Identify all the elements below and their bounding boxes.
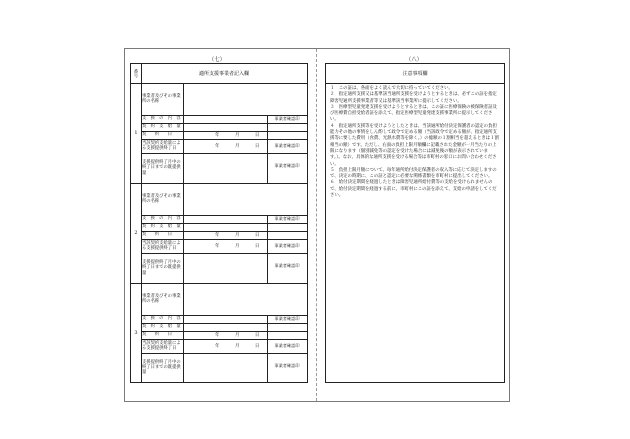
note-item: １ この証は、各面をよく読んで大切に持っていてください。 [330,86,453,91]
provider-group-1 [131,83,307,184]
label-provider: 事業者及びその事業所の名称 [142,93,181,104]
table-header [131,64,307,84]
notes-box [325,63,505,383]
confirm-stamp-label: 事業者確認印 [274,216,300,221]
confirm-stamp-label: 事業者確認印 [274,363,300,368]
provider-group-2 [131,183,307,284]
row-provider [141,283,307,316]
row-provided-amount [141,153,307,183]
label-provider: 事業者及びその事業所の名称 [142,193,181,204]
row-end-date: 当該契約支給量によ る支援提供終了日 年 月 日 事業者確認印 [141,239,307,254]
row-provider [141,183,307,216]
note-item: ３ 医療型児童発達支援を受けようとするときは、この証に医療保険の被保険者証及び医療費自担受給者証を添えて、指定医療型児童発達支援事業所に提示してください。 [330,104,497,123]
note-item: ５ 負担上限月額について、毎年通所給付決定保護者の収入等に応じて決定しますので、決定の時期に、この証と認定に必要な関係書類を市町村に提出してください。 [330,167,497,180]
note-item: ２ 指定通所支援又は基準該当通所支援を受けようとするときは、必ずこの証を指定障害児通所支援事業者等又は基準該当事業所に提示してください。 [330,92,497,104]
label-end-date: 当該契約支給量によ る支援提供終了日 [142,140,181,151]
page-label-left: （七） [208,57,226,63]
label-end-date: 当該契約支給量によ る支援提供終了日 [142,340,181,351]
confirm-stamp-label: 事業者確認印 [274,243,300,248]
number-header: 番号 [131,64,142,83]
notes-list [330,86,500,199]
page-label-right: （八） [405,57,423,63]
notes-title: 注意事項欄 [326,64,504,84]
label-content: 支 援 の 内 容 [142,116,181,122]
label-provided-amount: 支援提供終了月中の終了日までの既提供量 [142,260,181,276]
confirm-stamp-label: 事業者確認印 [274,316,300,321]
label-end-date: 当該契約支給量によ る支援提供終了日 [142,240,181,251]
note-item: ６ 給付決定期間を経過したときは障害児通所給付費等の支給を受けられませんので、給付決定期間を経過する前に、市町村にこの証を添えて、支給の申請をしてください。 [330,180,497,199]
label-provided-amount: 支援提供終了月中の終了日までの既提供量 [142,160,181,176]
row-contract-date: 契 約 日 年 月 日 [141,131,307,140]
label-content: 支 援 の 内 容 [142,216,181,222]
row-end-date: 当該契約支給量によ る支援提供終了日 年 月 日 事業者確認印 [141,139,307,154]
group-number: 1 [131,83,142,183]
group-number: 2 [131,183,142,283]
provider-record-table [130,63,308,383]
row-provider [141,83,307,116]
document-sheet [124,48,510,402]
row-provided-amount [141,353,307,382]
label-content: 支 援 の 内 容 [142,316,181,322]
note-item: ４ 指定通所支援等を受けようとしたときは、当該通所給付決定保護者の認定の負担能力その他の事情をしん酌して政令で定める額（当該政令で定める額が、指定通所支援等に要した費用（食費、光熱水費等を除く。）の総額の１割相当を超えるときは１割相当の額）です。ただし、右面の負担上限月額欄に記載された金額が一月当たりの上限になります（個別減免等の認定を受けた場合には減免後の額が表示されています。）。なお、具体的な通所支援を受ける場合等は市町村の窓口にお問い合わせください。 [330,123,499,167]
confirm-stamp-label: 事業者確認印 [274,263,300,268]
confirm-stamp-label: 事業者確認印 [274,143,300,148]
label-contract-date: 契 約 日 [142,132,173,138]
label-provider: 事業者及びその事業所の名称 [142,293,181,304]
group-number: 3 [131,283,142,382]
provider-group-3 [131,283,307,382]
label-amount: 契 約 支 給 量 [142,324,181,330]
confirm-stamp-label: 事業者確認印 [274,163,300,168]
fold-line [316,49,318,401]
row-end-date: 当該契約支給量によ る支援提供終了日 年 月 日 事業者確認印 [141,339,307,354]
row-provided-amount [141,253,307,283]
confirm-stamp-label: 事業者確認印 [274,116,300,121]
label-amount: 契 約 支 給 量 [142,124,181,130]
label-provided-amount: 支援提供終了月中の終了日までの既提供量 [142,359,181,376]
row-contract-date: 契 約 日 年 月 日 [141,231,307,240]
label-contract-date: 契 約 日 [142,332,173,338]
table-title: 適所支援事業者記入欄 [198,71,249,77]
row-contract-date: 契 約 日 年 月 日 [141,331,307,340]
label-contract-date: 契 約 日 [142,232,173,238]
label-amount: 契 約 支 給 量 [142,224,181,230]
confirm-stamp-label: 事業者確認印 [274,343,300,348]
